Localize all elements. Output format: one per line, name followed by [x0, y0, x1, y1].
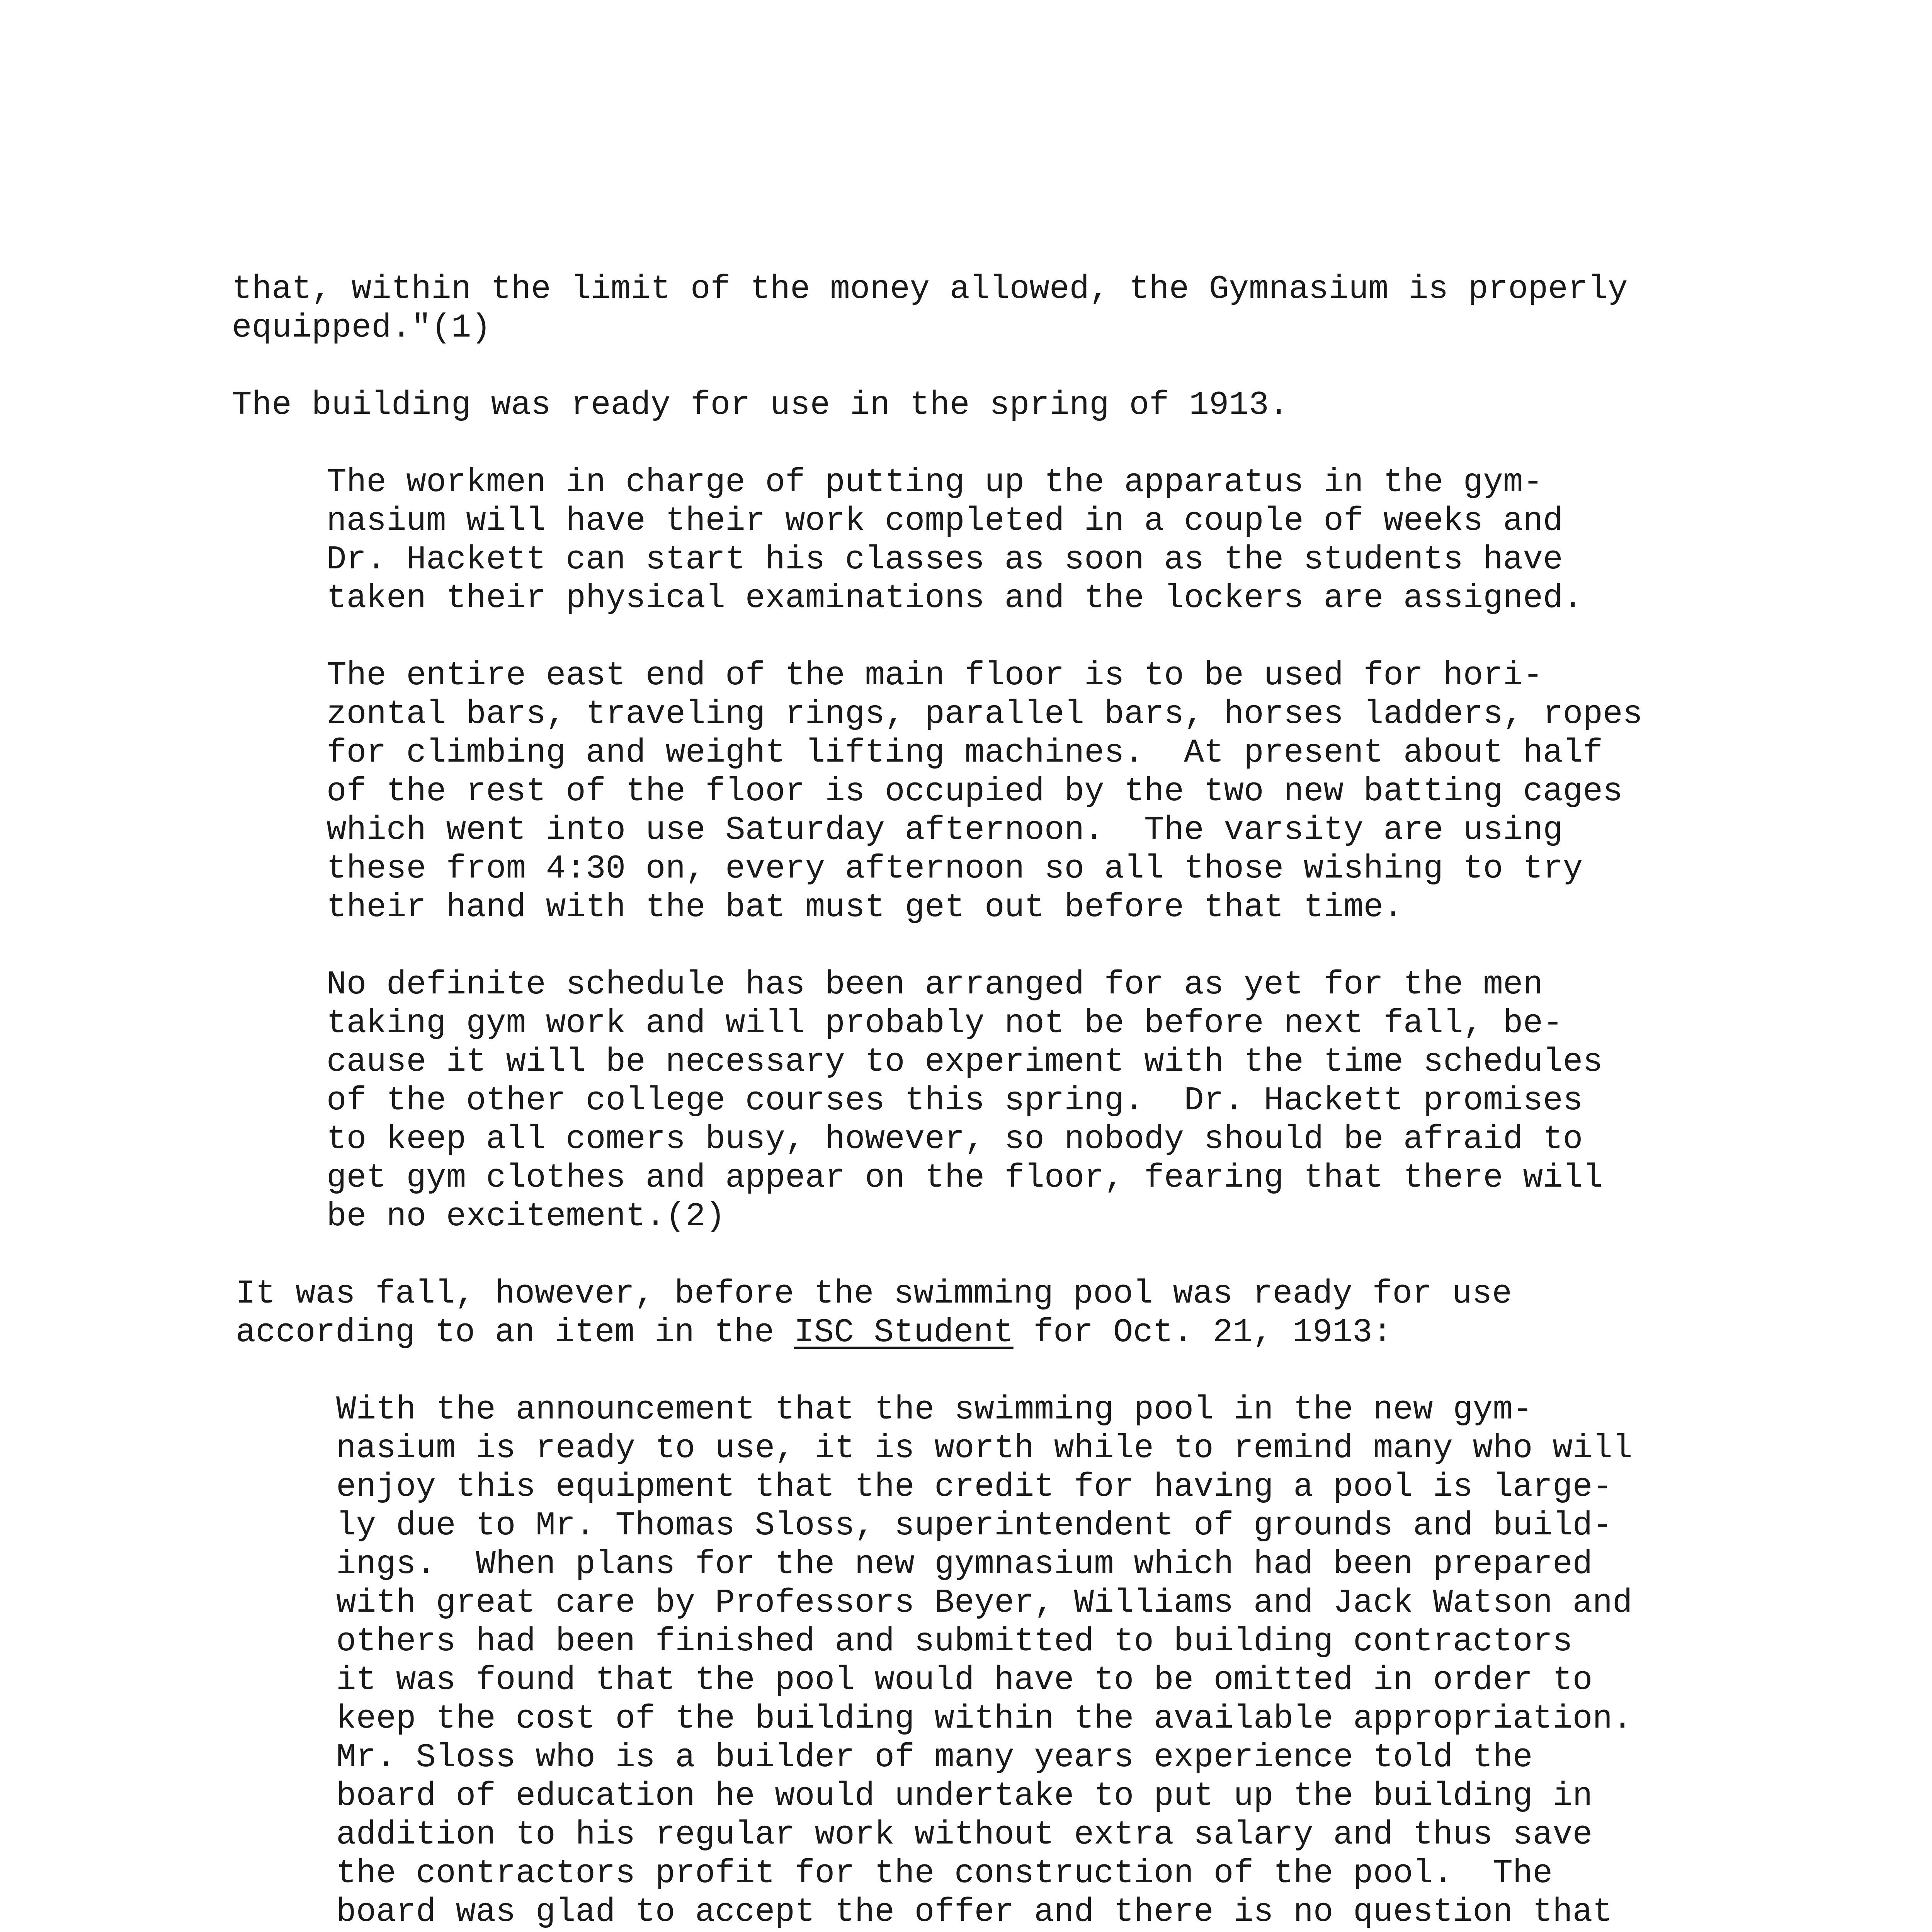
quote-line: Mr. Sloss who is a builder of many years experience told the: [336, 1738, 1533, 1776]
quote-line: keep the cost of the building within the available appropriation.: [336, 1700, 1633, 1738]
quote-line: No definite schedule has been arranged for as yet for the men: [327, 966, 1543, 1003]
quote-line: zontal bars, traveling rings, parallel bars, horses ladders, ropes: [327, 695, 1643, 733]
quote-line: The workmen in charge of putting up the apparatus in the gym-: [327, 463, 1543, 501]
building-line: The building was ready for use in the spring of 1913.: [232, 386, 1289, 424]
intro-line: equipped."(1): [232, 309, 491, 347]
isc-student-title: ISC Student: [794, 1313, 1014, 1351]
quote-line: board was glad to accept the offer and there is no question that: [336, 1893, 1612, 1931]
quote-line: ly due to Mr. Thomas Sloss, superintendent of grounds and build-: [336, 1507, 1612, 1544]
quote-line: get gym clothes and appear on the floor, fearing that there will: [327, 1159, 1603, 1197]
quote-line: addition to his regular work without extra salary and thus save: [336, 1816, 1593, 1854]
quote-line: taking gym work and will probably not be before next fall, be-: [327, 1004, 1563, 1042]
quote-line: these from 4:30 on, every afternoon so all those wishing to try: [327, 850, 1583, 888]
quote-line: with great care by Professors Beyer, Williams and Jack Watson and: [336, 1584, 1633, 1622]
quote-line: for climbing and weight lifting machines. At present about half: [327, 734, 1603, 772]
pool-line: It was fall, however, before the swimming pool was ready for use: [236, 1275, 1512, 1313]
quote-line: With the announcement that the swimming pool in the new gym-: [336, 1391, 1533, 1429]
quote-line: nasium will have their work completed in a couple of weeks and: [327, 502, 1563, 540]
quote-line: be no excitement.(2): [327, 1197, 726, 1235]
quote-line: The entire east end of the main floor is to be used for hori-: [327, 656, 1543, 694]
quote-line: it was found that the pool would have to be omitted in order to: [336, 1661, 1593, 1699]
quote-line: of the rest of the floor is occupied by the two new batting cages: [327, 772, 1623, 810]
pool-line-text: according to an item in the: [236, 1313, 794, 1351]
quote-line: cause it will be necessary to experiment with the time schedules: [327, 1043, 1603, 1081]
intro-line: that, within the limit of the money allowed, the Gymnasium is properly: [232, 270, 1628, 308]
quote-line: nasium is ready to use, it is worth while to remind many who will: [336, 1429, 1633, 1467]
pool-line: [236, 1313, 1393, 1351]
quote-line: enjoy this equipment that the credit for having a pool is large-: [336, 1468, 1612, 1506]
quote-line: which went into use Saturday afternoon. The varsity are using: [327, 811, 1563, 849]
quote-line: the contractors profit for the construction of the pool. The: [336, 1854, 1553, 1892]
quote-line: ings. When plans for the new gymnasium which had been prepared: [336, 1545, 1593, 1583]
quote-line: board of education he would undertake to put up the building in: [336, 1777, 1593, 1815]
quote-line: others had been finished and submitted to building contractors: [336, 1622, 1573, 1660]
quote-line: taken their physical examinations and the lockers are assigned.: [327, 579, 1583, 617]
quote-line: their hand with the bat must get out before that time.: [327, 888, 1403, 926]
pool-line-text: for Oct. 21, 1913:: [1013, 1313, 1393, 1351]
quote-line: Dr. Hackett can start his classes as soon as the students have: [327, 541, 1563, 578]
quote-line: to keep all comers busy, however, so nobody should be afraid to: [327, 1120, 1583, 1158]
quote-line: of the other college courses this spring. Dr. Hackett promises: [327, 1082, 1583, 1119]
